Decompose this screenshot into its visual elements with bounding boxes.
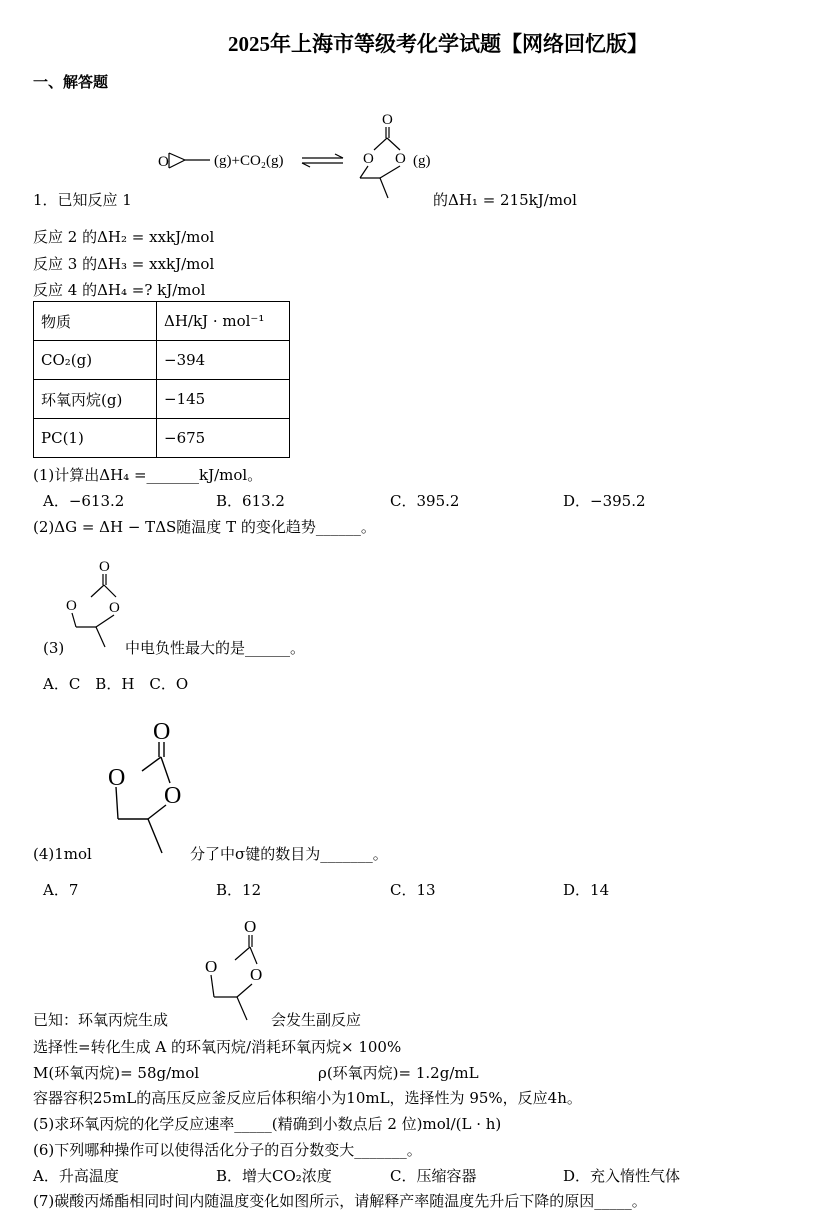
atom-o: O <box>108 765 126 791</box>
density: ρ(环氧丙烷)= 1.2g/mL <box>318 1064 479 1082</box>
option-d: D．充入惰性气体 <box>563 1167 681 1185</box>
page-title: 2025年上海市等级考化学试题【网络回忆版】 <box>228 32 648 56</box>
q1-dh2: 反应 2 的ΔH₂ = xxkJ/mol <box>33 228 215 246</box>
atom-o: O <box>109 600 120 616</box>
q1-dh3: 反应 3 的ΔH₃ = xxkJ/mol <box>33 255 215 273</box>
q1-dh1: 的ΔH₁ = 215kJ/mol <box>433 191 577 209</box>
known-pre: 已知：环氧丙烷生成 <box>33 1011 169 1029</box>
table-header: ΔH/kJ · mol⁻¹ <box>157 302 290 341</box>
atom-o: O <box>250 965 263 984</box>
part-3-options: A．C B．H C．O <box>43 675 189 693</box>
propylene-carbonate-structure <box>360 112 406 198</box>
option-b: B．增大CO₂浓度 <box>216 1167 332 1185</box>
part-4-label: (4)1mol <box>33 845 92 863</box>
molar-mass: M(环氧丙烷)= 58g/mol <box>33 1064 200 1082</box>
atom-o: O <box>395 151 406 167</box>
table-cell: CO₂(g) <box>34 341 157 380</box>
table-cell: −394 <box>157 341 290 380</box>
equation-right: (g) <box>413 153 431 169</box>
option-c: C．压缩容器 <box>390 1167 477 1185</box>
table-cell: −145 <box>157 380 290 419</box>
part-5-question: (5)求环氧丙烷的化学反应速率_____(精确到小数点后 2 位)mol/(L · h) <box>33 1115 502 1133</box>
table-row <box>34 419 290 458</box>
part-1-question: (1)计算出ΔH₄ =_______kJ/mol。 <box>33 466 263 484</box>
part-6-question: (6)下列哪种操作可以使得活化分子的百分数变大_______。 <box>33 1141 422 1159</box>
q1-dh4: 反应 4 的ΔH₄ =? kJ/mol <box>33 281 206 299</box>
table-row <box>34 341 290 380</box>
part-2-question: (2)ΔG = ΔH − TΔS随温度 T 的变化趋势______。 <box>33 518 376 536</box>
option-d: D．−395.2 <box>563 492 646 510</box>
table-row <box>34 380 290 419</box>
option-c: C．395.2 <box>390 492 460 510</box>
option-a: A．−613.2 <box>43 492 125 510</box>
table-cell: −675 <box>157 419 290 458</box>
enthalpy-table <box>33 301 290 458</box>
table-cell: 环氧丙烷(g) <box>34 380 157 419</box>
atom-o: O <box>363 151 374 167</box>
atom-o: O <box>244 917 257 936</box>
table-cell: PC(1) <box>34 419 157 458</box>
atom-o: O <box>153 719 171 745</box>
container-info: 容器容积25mL的高压反应釜反应后体积缩小为10mL，选择性为 95%，反应4h。 <box>33 1089 582 1107</box>
atom-o: O <box>164 783 182 809</box>
atom-o: O <box>66 598 77 614</box>
option-d: D．14 <box>563 881 610 899</box>
part-3-label: (3) <box>43 639 65 657</box>
equation-left: (g)+CO₂(g) <box>214 153 284 169</box>
equilibrium-arrow-icon <box>302 154 343 167</box>
option-b: B．12 <box>216 881 262 899</box>
reaction-1-equation <box>150 108 450 208</box>
q1-stem: 1．已知反应 1 <box>33 191 132 209</box>
option-c: C．13 <box>390 881 436 899</box>
section-heading: 一、解答题 <box>33 73 109 91</box>
selectivity-definition: 选择性=转化生成 A 的环氧丙烷/消耗环氧丙烷× 100% <box>33 1038 402 1056</box>
known-structure <box>200 912 275 1027</box>
table-header: 物质 <box>34 302 157 341</box>
atom-o: O <box>99 559 110 575</box>
atom-o: O <box>205 957 218 976</box>
part-7-question: (7)碳酸丙烯酯相同时间内随温度变化如图所示，请解释产率随温度先升后下降的原因_____。 <box>33 1192 647 1210</box>
atom-o: O <box>158 154 169 170</box>
option-a: A．升高温度 <box>33 1167 119 1185</box>
option-a: A．7 <box>43 881 79 899</box>
part-4-question: 分了中σ键的数目为_______。 <box>190 845 388 863</box>
option-b: B．613.2 <box>216 492 285 510</box>
known-post: 会发生副反应 <box>271 1011 362 1029</box>
atom-o: O <box>382 112 393 128</box>
part-3-question: 中电负性最大的是______。 <box>125 639 306 657</box>
part-3-structure <box>60 555 130 655</box>
part-4-structure <box>100 715 190 860</box>
table-header-row <box>34 302 290 341</box>
epoxide-structure <box>158 153 210 170</box>
